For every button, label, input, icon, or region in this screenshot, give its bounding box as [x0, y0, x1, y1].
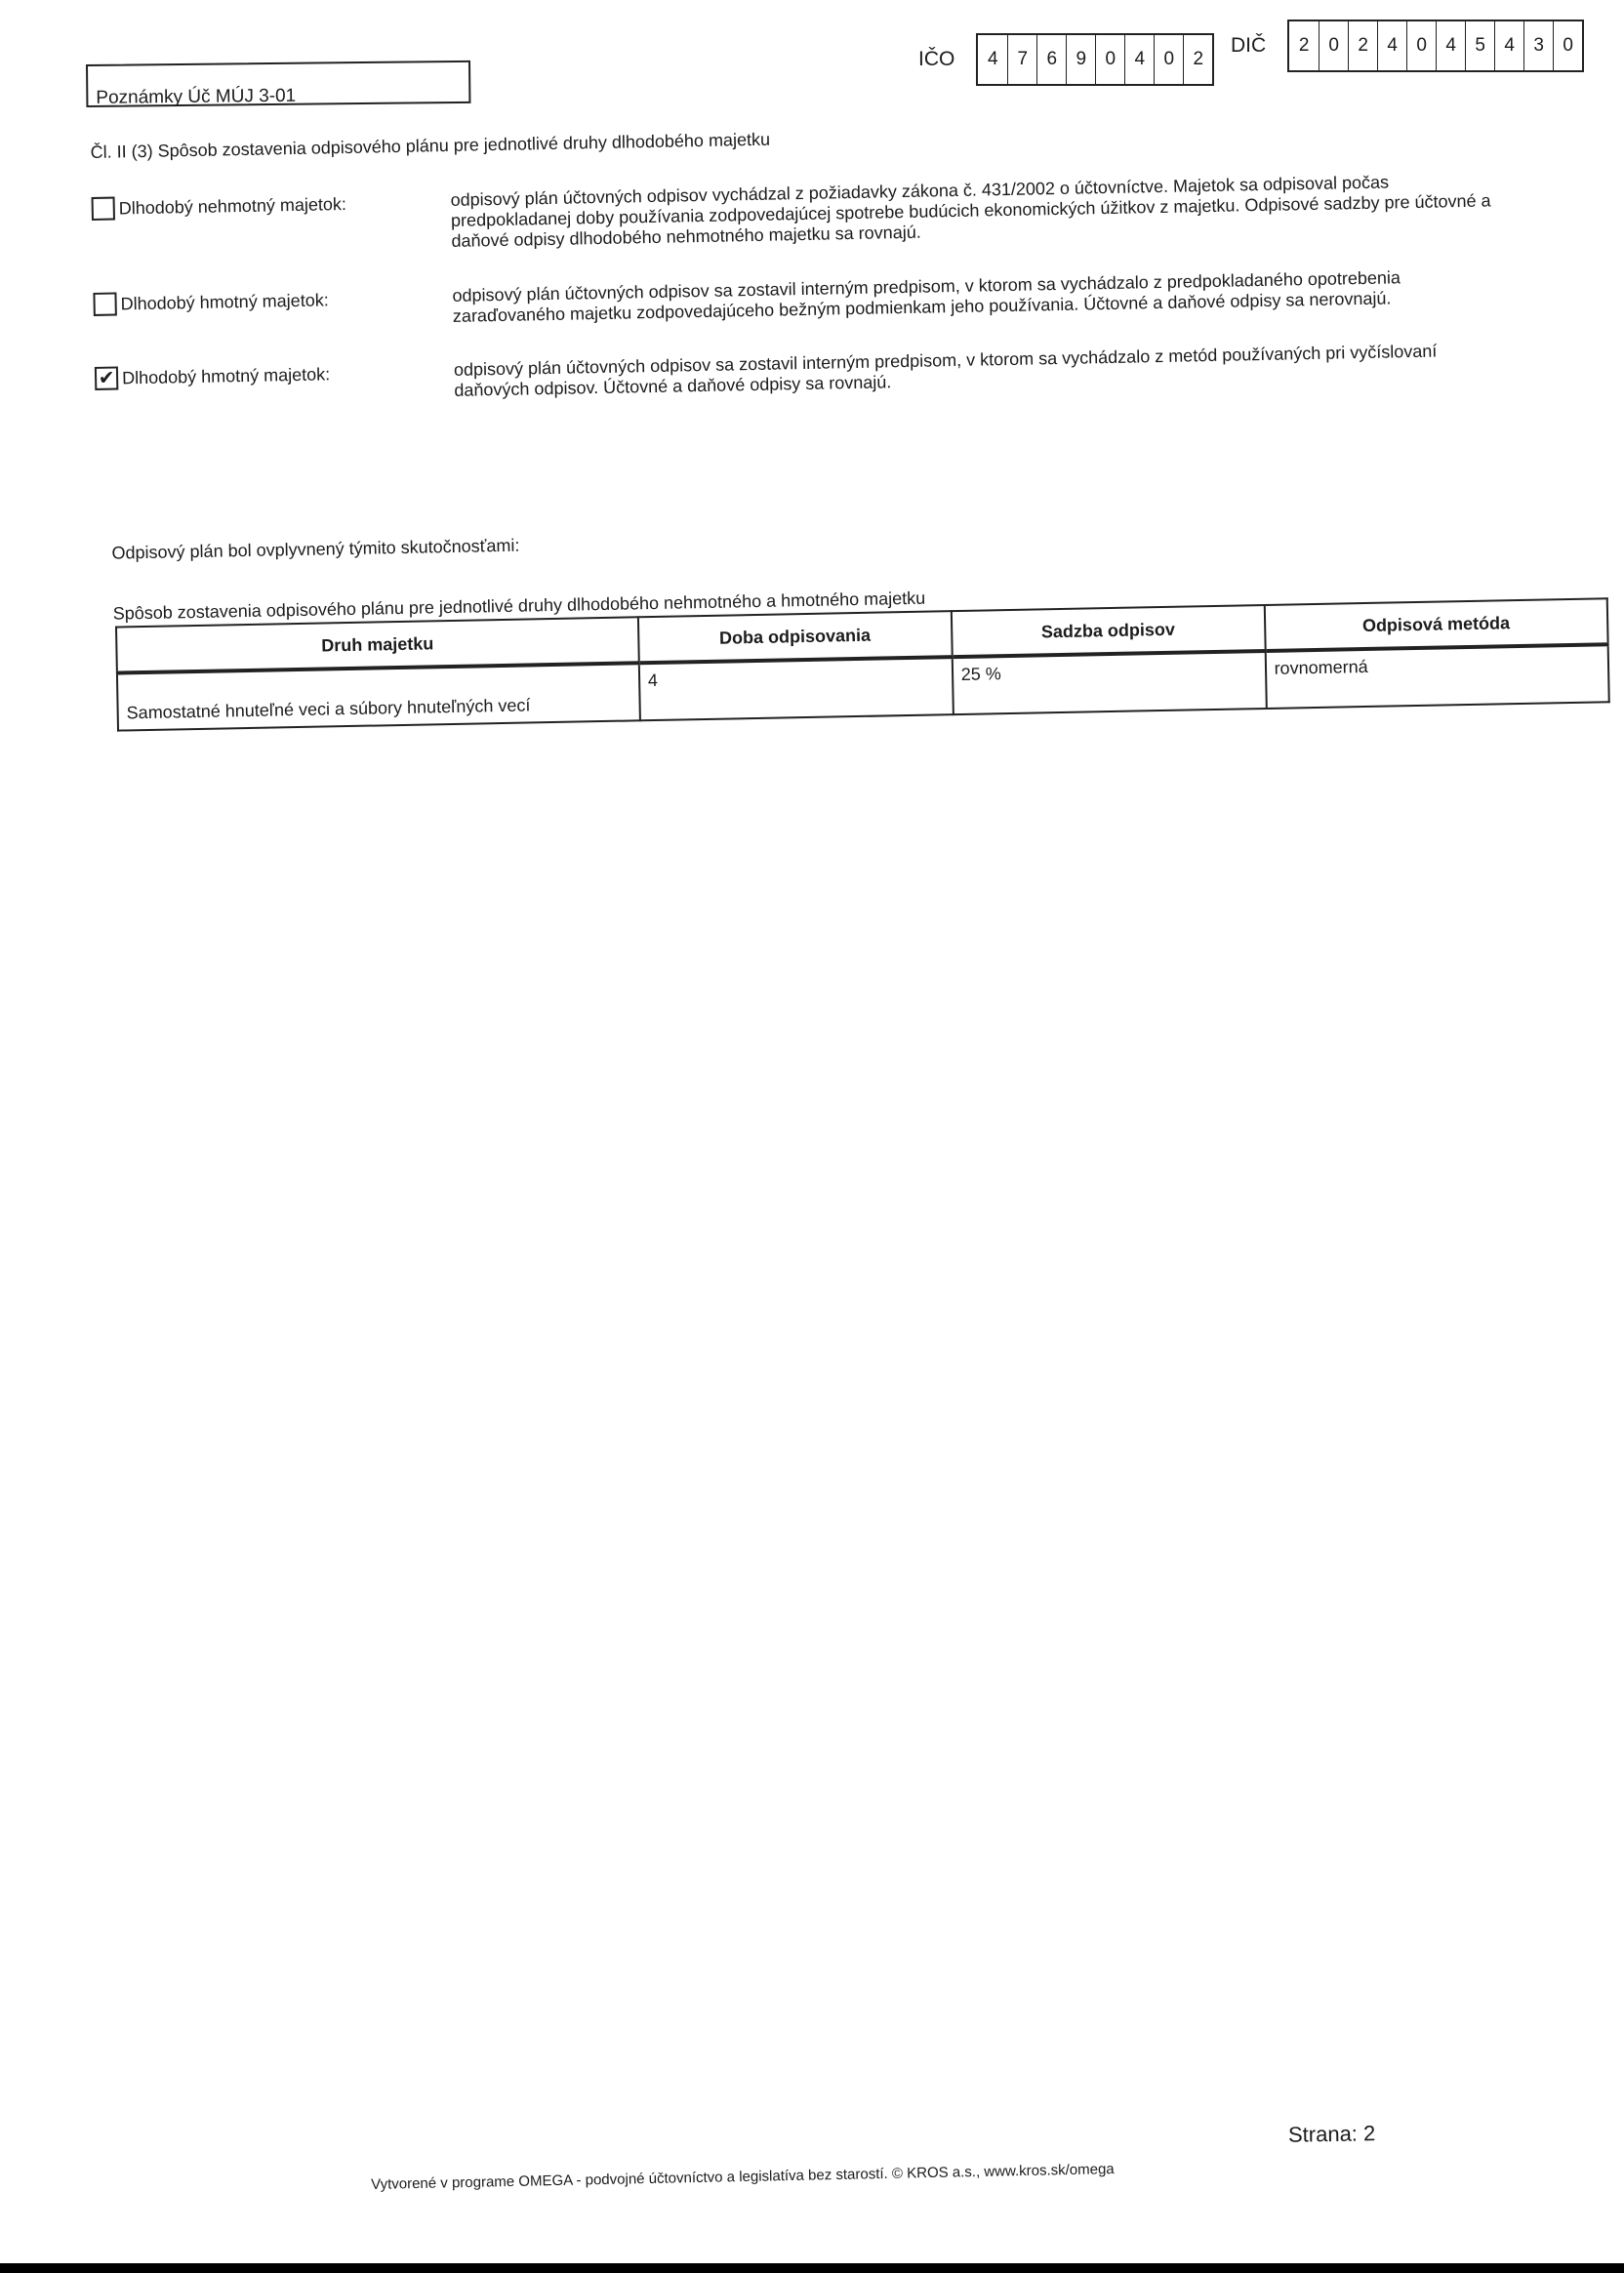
ico-digit: 2 [1183, 35, 1212, 84]
table-cell: rovnomerná [1265, 644, 1609, 709]
section-title: Čl. II (3) Spôsob zostavenia odpisového plánu pre jednotlivé druhy dlhodobého majetku [90, 129, 771, 162]
dic-digit: 4 [1377, 21, 1406, 70]
option-intangible [92, 170, 1506, 259]
dic-digit: 2 [1298, 35, 1310, 56]
page-number: Strana: 2 [1287, 2121, 1376, 2147]
table-cell: 25 % [952, 651, 1266, 714]
table-cell: 4 [639, 657, 954, 720]
checkbox-tangible-internal[interactable] [93, 293, 116, 316]
dic-digit: 5 [1465, 21, 1494, 70]
dic-digit: 0 [1319, 21, 1348, 70]
table-cell: Samostatné hnuteľné veci a súbory hnuteľných vecí [117, 663, 640, 730]
footer-note: Vytvorené v programe OMEGA - podvojné účtovníctvo a legislatíva bez starostí. © KROS a.s., www.kros.sk/omega [371, 2161, 1115, 2193]
dic-digit: 4 [1436, 21, 1465, 70]
option-tangible-tax [95, 340, 1509, 408]
ico-field [918, 33, 1214, 86]
dic-digit: 0 [1406, 21, 1436, 70]
ico-digit: 6 [1036, 35, 1066, 84]
option-label: Dlhodobý nehmotný majetok: [118, 193, 347, 219]
dic-field [1231, 20, 1584, 72]
ico-digit: 0 [1154, 35, 1183, 84]
column-header: Druh majetku [116, 617, 639, 672]
column-header: Odpisová metóda [1264, 598, 1607, 651]
table-caption: Spôsob zostavenia odpisového plánu pre jednotlivé druhy dlhodobého nehmotného a hmotného majetku [112, 588, 926, 624]
column-header: Sadzba odpisov [952, 605, 1266, 657]
option-label: Dlhodobý hmotný majetok: [121, 364, 331, 388]
dic-label: DIČ [1231, 34, 1267, 57]
ico-digit: 9 [1066, 35, 1095, 84]
scan-edge [0, 2263, 1624, 2273]
dic-digit: 4 [1494, 21, 1523, 70]
option-tangible-internal [93, 265, 1507, 334]
dic-digits [1287, 20, 1584, 72]
form-label: Poznámky Úč MÚJ 3-01 [86, 61, 470, 107]
ico-digit: 7 [1007, 35, 1036, 84]
influence-text: Odpisový plán bol ovplyvnený týmito skutočnosťami: [111, 535, 520, 563]
option-description: odpisový plán účtovných odpisov sa zostavil interným predpisom, v ktorom sa vychádzalo z metód používaných pri vyčíslovaní daňových odpisov. Účtovné a daňové odpisy sa rovnajú. [453, 341, 1438, 400]
ico-label: IČO [918, 48, 955, 70]
dic-digit: 3 [1523, 21, 1553, 70]
column-header: Doba odpisovania [638, 611, 953, 663]
dic-digit: 2 [1348, 21, 1377, 70]
ico-digit: 0 [1095, 35, 1124, 84]
ico-digits [976, 33, 1214, 86]
checkbox-intangible[interactable] [92, 197, 115, 221]
ico-digit: 4 [1124, 35, 1154, 84]
option-label: Dlhodobý hmotný majetok: [120, 290, 329, 314]
checkbox-tangible-tax[interactable]: ✔ [95, 366, 118, 389]
option-description: odpisový plán účtovných odpisov sa zostavil interným predpisom, v ktorom sa vychádzalo z predpokladaného opotrebenia zaraďovaného majetku zodpovedajúceho bežným podmienkam jeho používania. Účtovné a daňové odpisy sa nerovnajú. [452, 267, 1401, 326]
ico-digit: 4 [988, 49, 998, 69]
option-description: odpisový plán účtovných odpisov vychádzal z požiadavky zákona č. 431/2002 o účtovníctve. Majetok sa odpisoval počas predpokladanej doby používania zodpovedajúcej spotrebe budúcich ekonomických úžitkov z majetku. Odpisové sadzby pre účtovné a daňové odpisy dlhodobého nehmotného majetku sa rovnajú. [450, 172, 1491, 251]
dic-digit: 0 [1553, 21, 1582, 70]
